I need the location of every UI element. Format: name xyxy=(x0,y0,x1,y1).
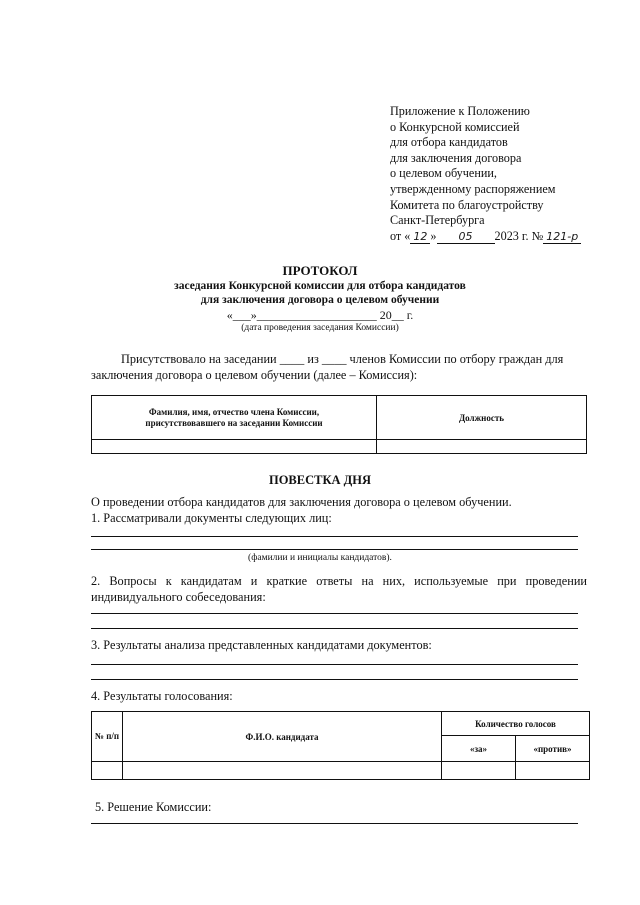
appendix-line: Комитета по благоустройству xyxy=(390,197,544,212)
appendix-line: Приложение к Положению xyxy=(390,104,530,118)
members-table xyxy=(91,395,587,454)
agenda-item-2-line-2: индивидуального собеседования: xyxy=(91,590,266,604)
members-cell[interactable] xyxy=(92,440,377,454)
agenda-item-1: 1. Рассматривали документы следующих лиц: xyxy=(91,511,332,525)
subtitle-line-1: заседания Конкурсной комиссии для отбора кандидатов xyxy=(174,280,466,292)
fill-line[interactable] xyxy=(91,664,578,665)
page-subtitle xyxy=(0,279,640,307)
vote-col-votes: Количество голосов xyxy=(442,712,590,736)
vote-cell[interactable] xyxy=(92,762,123,780)
appendix-day-close: » xyxy=(430,228,437,243)
members-cell[interactable] xyxy=(377,440,587,454)
appendix-line: для заключения договора xyxy=(390,150,522,165)
appendix-date-line xyxy=(390,229,630,245)
vote-cell[interactable] xyxy=(123,762,442,780)
fill-line[interactable] xyxy=(91,823,578,824)
subtitle-line-2: для заключения договора о целевом обучении xyxy=(200,294,440,306)
appendix-month: 05 xyxy=(437,230,495,244)
appendix-block xyxy=(390,104,630,244)
appendix-line: о целевом обучении, xyxy=(390,166,497,181)
appendix-line: для отбора кандидатов xyxy=(390,135,508,150)
vote-col-number: № п/п xyxy=(92,712,123,762)
fill-line[interactable] xyxy=(91,628,578,629)
appendix-line: Санкт-Петербурга xyxy=(390,213,485,228)
attendance-line-1: Присутствовало на заседании ____ из ____ членов Комиссии по отбору граждан для xyxy=(121,352,564,366)
vote-cell[interactable] xyxy=(516,762,590,780)
vote-cell[interactable] xyxy=(442,762,516,780)
agenda-item-1-hint: (фамилии и инициалы кандидатов). xyxy=(248,553,392,563)
agenda-item-3: 3. Результаты анализа представленных кандидатами документов: xyxy=(91,638,432,652)
agenda-title: ПОВЕСТКА ДНЯ xyxy=(268,473,372,487)
appendix-date-prefix: от « xyxy=(390,228,411,243)
members-col-name: Фамилия, имя, отчество члена Комиссии, присутствовавшего на заседании Комиссии xyxy=(92,396,377,440)
page-title: ПРОТОКОЛ xyxy=(282,263,358,278)
members-col-position: Должность xyxy=(377,396,587,440)
vote-table xyxy=(91,711,590,780)
fill-line[interactable] xyxy=(91,549,578,550)
vote-col-for: «за» xyxy=(442,736,516,762)
meeting-date-field[interactable]: «___»____________________ 20__ г. xyxy=(226,308,414,322)
fill-line[interactable] xyxy=(91,536,578,537)
appendix-day: 12 xyxy=(410,230,430,244)
appendix-line: утвержденному распоряжением xyxy=(390,181,556,196)
fill-line[interactable] xyxy=(91,679,578,680)
appendix-year-text: 2023 г. № xyxy=(494,228,544,243)
agenda-intro: О проведении отбора кандидатов для заключения договора о целевом обучении. xyxy=(91,495,512,509)
agenda-item-5: 5. Решение Комиссии: xyxy=(95,800,212,814)
appendix-number: 121-р xyxy=(543,230,581,244)
fill-line[interactable] xyxy=(91,613,578,614)
vote-col-candidate: Ф.И.О. кандидата xyxy=(123,712,442,762)
agenda-item-2-line-1: 2. Вопросы к кандидатам и краткие ответы на них, используемые при проведении xyxy=(91,574,587,588)
meeting-date-hint: (дата проведения заседания Комиссии) xyxy=(241,323,399,333)
agenda-item-4: 4. Результаты голосования: xyxy=(91,689,233,703)
attendance-line-2: заключения договора о целевом обучении (далее – Комиссия): xyxy=(91,368,418,382)
appendix-line: о Конкурсной комиссией xyxy=(390,119,520,134)
vote-col-against: «против» xyxy=(516,736,590,762)
